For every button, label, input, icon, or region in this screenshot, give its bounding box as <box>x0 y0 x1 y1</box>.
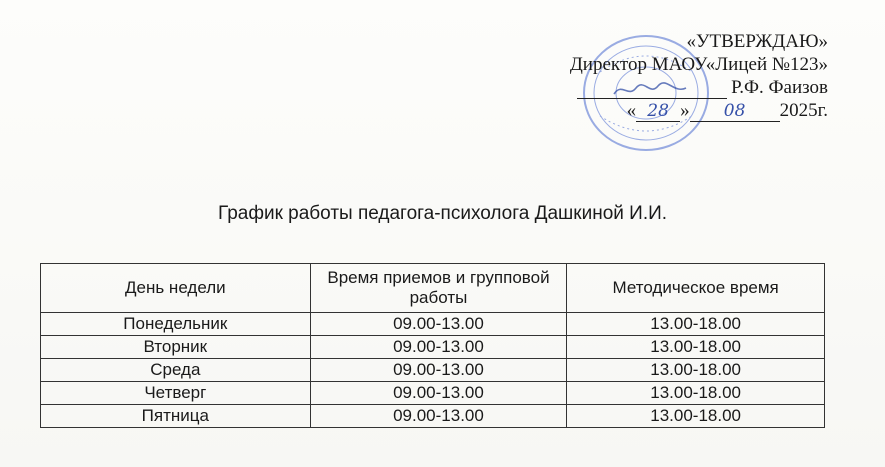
director-title: Директор МАОУ«Лицей №123» <box>569 54 828 75</box>
date-year: 2025г. <box>779 100 828 121</box>
cell-weekday: Пятница <box>41 405 311 428</box>
table-row <box>41 336 825 359</box>
cell-methodical-time: 13.00-18.00 <box>567 336 825 359</box>
table-row <box>41 405 825 428</box>
approval-block <box>508 30 828 122</box>
date-open-quote: « <box>626 100 637 121</box>
cell-reception-time: 09.00-13.00 <box>310 359 567 382</box>
cell-methodical-time: 13.00-18.00 <box>567 359 825 382</box>
document-title: График работы педагога-психолога Дашкиной И.И. <box>217 203 668 224</box>
date-day: 28 <box>636 101 680 122</box>
cell-weekday: Четверг <box>41 382 311 405</box>
cell-methodical-time: 13.00-18.00 <box>567 382 825 405</box>
table-row <box>41 359 825 382</box>
table-row <box>41 313 825 336</box>
cell-reception-time: 09.00-13.00 <box>310 405 567 428</box>
header-weekday: День недели <box>41 264 311 313</box>
cell-reception-time: 09.00-13.00 <box>310 382 567 405</box>
schedule-table <box>40 263 825 428</box>
table-header-row <box>41 264 825 313</box>
cell-reception-time: 09.00-13.00 <box>310 313 567 336</box>
cell-methodical-time: 13.00-18.00 <box>567 313 825 336</box>
header-reception-time: Время приемов и групповой работы <box>310 264 567 313</box>
date-month: 08 <box>690 101 780 122</box>
director-name: Р.Ф. Фаизов <box>731 77 828 98</box>
header-methodical-time: Методическое время <box>567 264 825 313</box>
handwritten-signature-icon <box>610 80 690 100</box>
cell-weekday: Среда <box>41 359 311 382</box>
cell-weekday: Понедельник <box>41 313 311 336</box>
date-close-quote: » <box>680 100 690 121</box>
cell-reception-time: 09.00-13.00 <box>310 336 567 359</box>
approval-date <box>508 99 828 122</box>
approval-heading: «УТВЕРЖДАЮ» <box>686 31 828 52</box>
cell-methodical-time: 13.00-18.00 <box>567 405 825 428</box>
table-row <box>41 382 825 405</box>
cell-weekday: Вторник <box>41 336 311 359</box>
